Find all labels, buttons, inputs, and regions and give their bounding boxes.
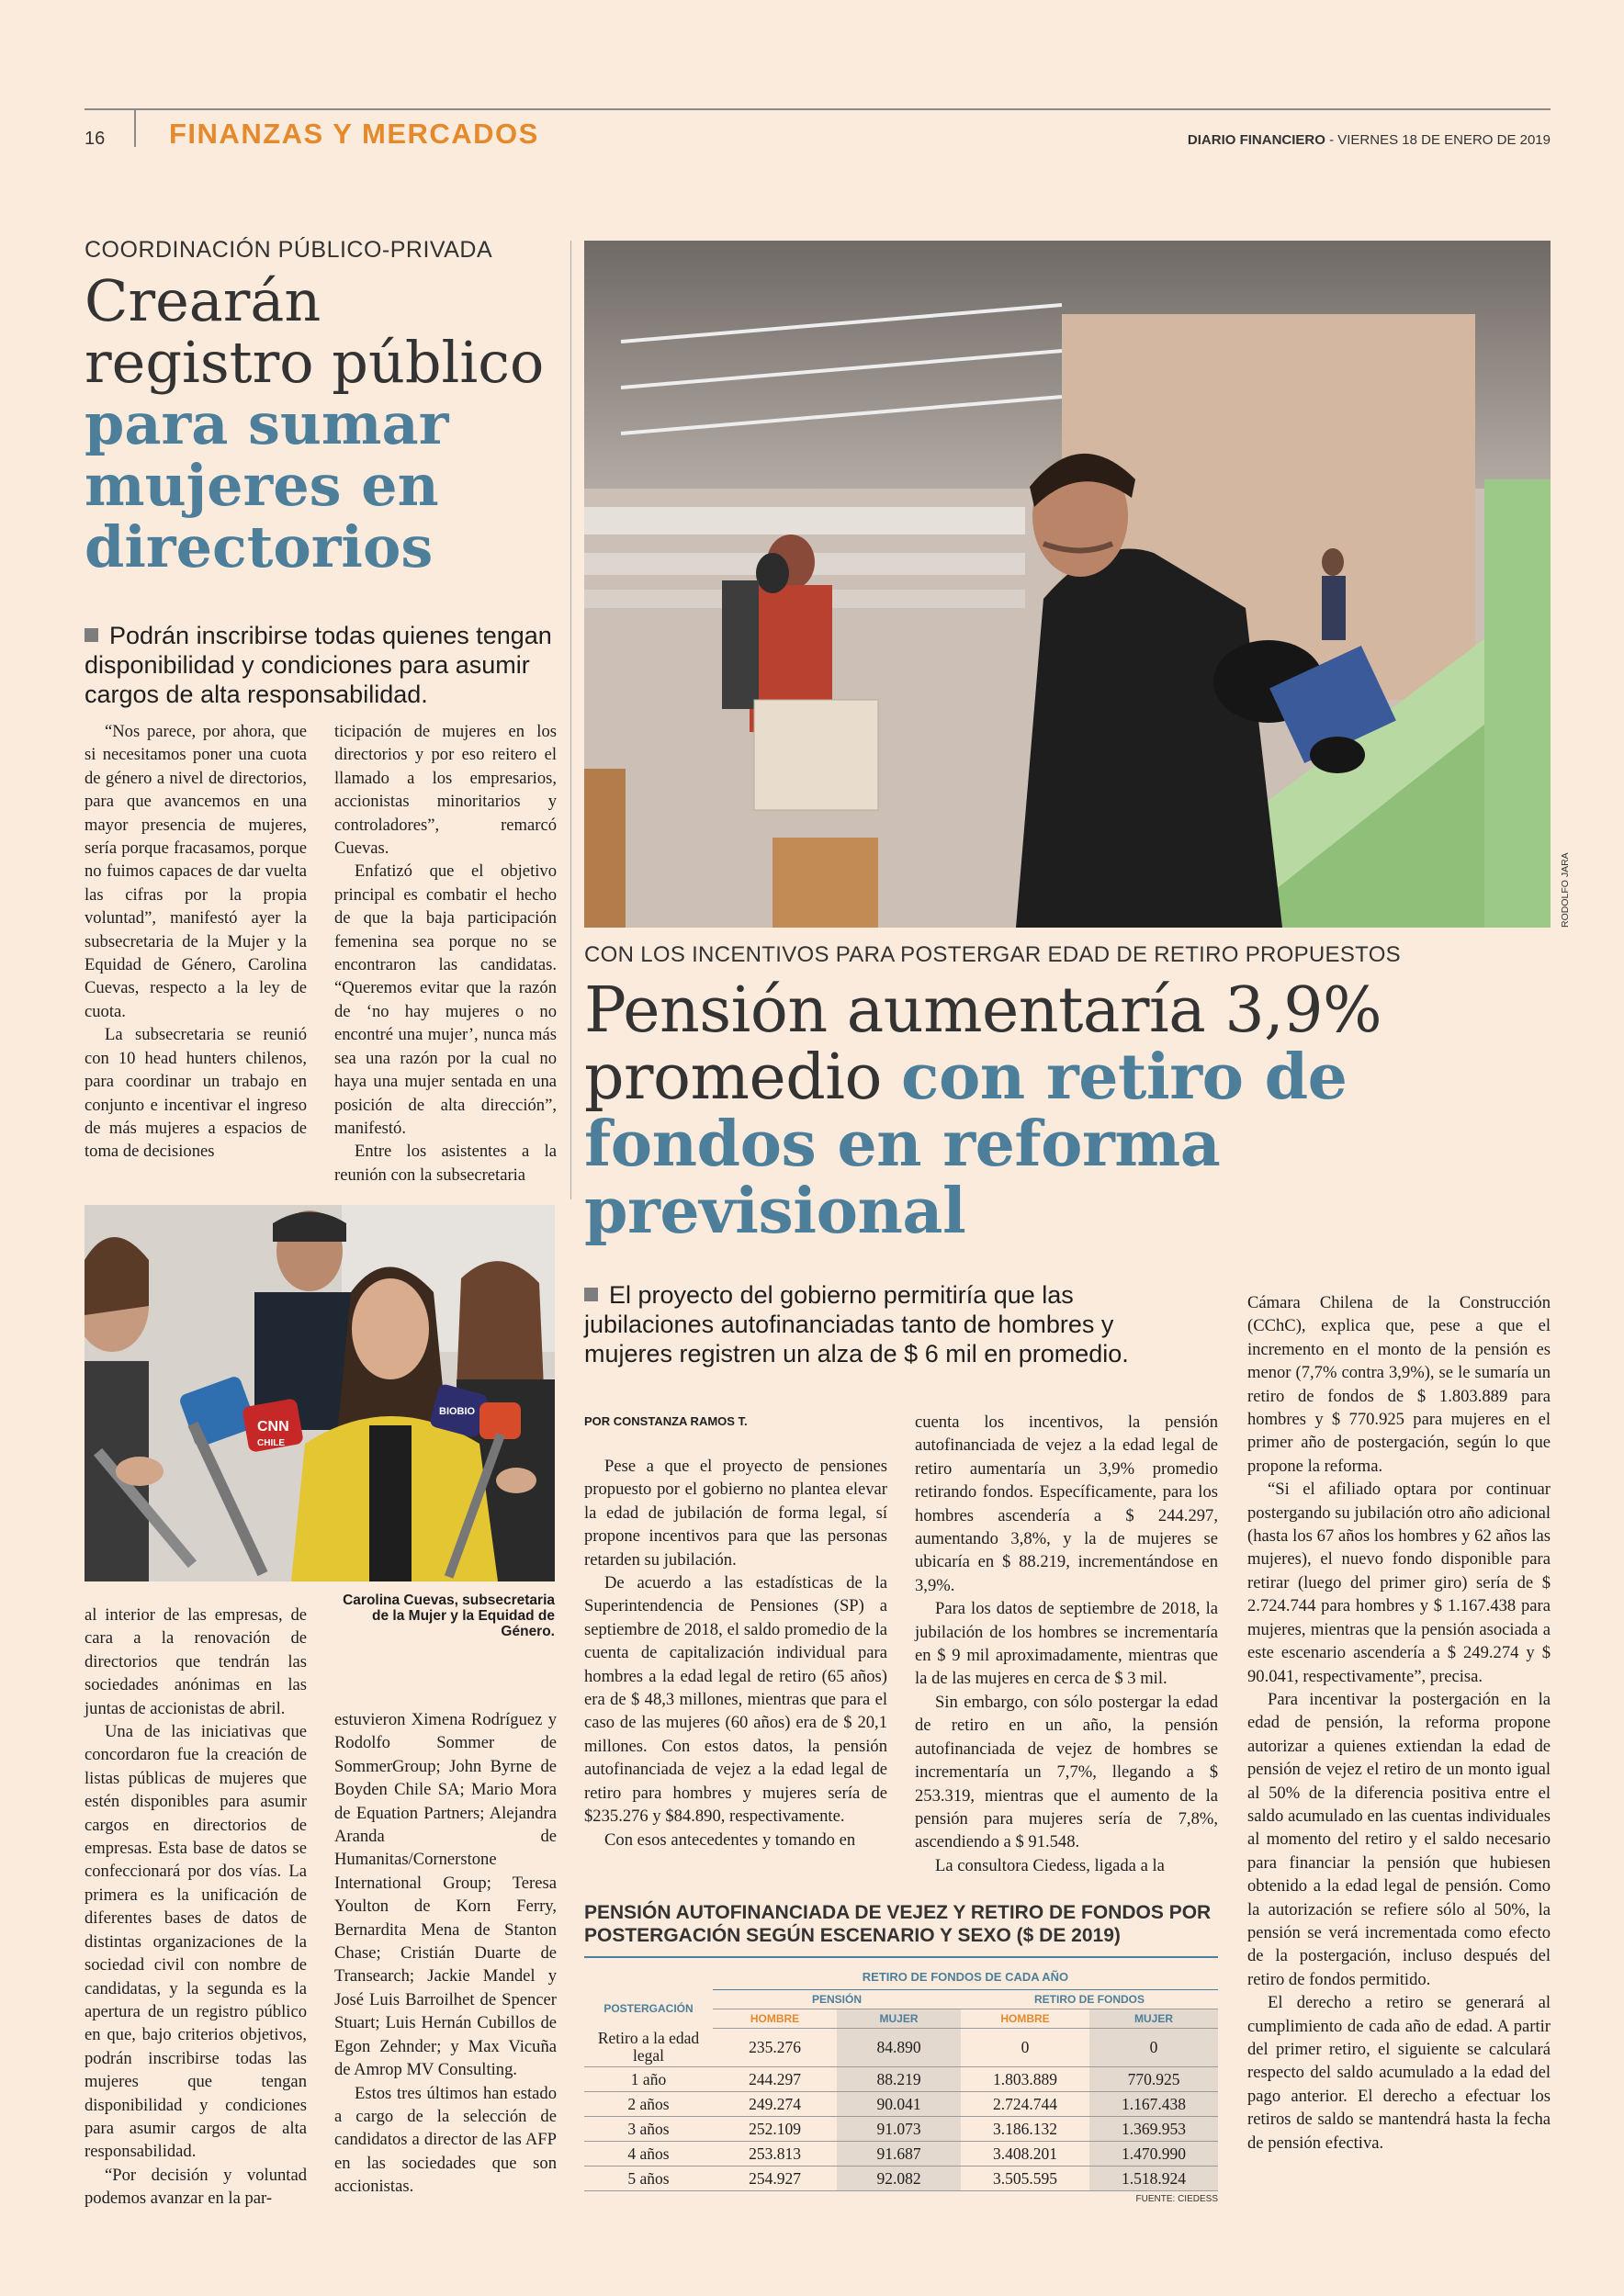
paragraph: Una de las iniciativas que concordaron fue la creación de listas públicas de mujeres que estén disponibles para asumir cargos en directorios de empresas. Esta base de datos se confeccionará por dos vías. La primera es la unificación de diferentes bases de datos de distintas organizaciones de la sociedad civil con nombre de candidatas, y la segunda es la apertura de un registro público en que, bajo criterios objetivos, podrán inscribirse todas las mujeres que tengan disponibilidad y condiciones para asumir cargos de alta responsabilidad. bbox=[85, 1722, 307, 2162]
table-cell: 249.274 bbox=[713, 2092, 837, 2117]
paragraph: Sin embargo, con sólo postergar la edad de retiro en un año, la pensión autofinanciada de vejez de hombres se incrementaría un 7,7%, llegando a $ 253.319, mientras que el aumento de la pensión para mujeres sería de 7,8%, ascendiendo a $ 91.548. bbox=[915, 1692, 1218, 1852]
header-rule bbox=[85, 108, 1551, 110]
bullet-square bbox=[85, 628, 98, 642]
article2-col3 bbox=[1247, 1291, 1551, 2155]
table-row-label: Retiro a la edad legal bbox=[584, 2028, 713, 2067]
table-cell: 92.082 bbox=[837, 2167, 961, 2191]
table-title-rule bbox=[584, 1956, 1218, 1958]
table-cell: 3.505.595 bbox=[961, 2167, 1089, 2191]
article1-lead-text: Podrán inscribirse todas quienes tengan disponibilidad y condiciones para asumir cargos de alta responsabilidad. bbox=[85, 622, 552, 708]
article1-col4 bbox=[334, 1708, 557, 2199]
article1-kicker: COORDINACIÓN PÚBLICO-PRIVADA bbox=[85, 237, 493, 263]
table-col-header: HOMBRE bbox=[713, 2009, 837, 2028]
paragraph: al interior de las empresas, de cara a la renovación de directorios que tendrán las sociedades anónimas en las juntas de accionistas de abril. bbox=[85, 1605, 307, 1718]
table-cell: 2.724.744 bbox=[961, 2092, 1089, 2117]
table-cell: 84.890 bbox=[837, 2028, 961, 2067]
table-group-header-pension: PENSIÓN bbox=[811, 1992, 862, 2006]
article2-col1 bbox=[584, 1455, 887, 1851]
paragraph: Pese a que el proyecto de pensiones propuesto por el gobierno no plantea elevar la edad de jubilación de forma legal, sí propone incentivos para que las personas retarden su jubilación. bbox=[584, 1457, 887, 1570]
table-row bbox=[584, 2167, 1218, 2191]
table-row-label: 5 años bbox=[584, 2167, 713, 2191]
table-row bbox=[584, 2117, 1218, 2142]
table-cell: 91.073 bbox=[837, 2117, 961, 2142]
table-cell: 0 bbox=[1089, 2028, 1218, 2067]
table-title: PENSIÓN AUTOFINANCIADA DE VEJEZ Y RETIRO DE FONDOS POR POSTERGACIÓN SEGÚN ESCENARIO Y SEXO ($ DE 2019) bbox=[584, 1902, 1212, 1946]
paragraph: La consultora Ciedess, ligada a la bbox=[935, 1855, 1165, 1875]
paragraph: Enfatizó que el objetivo principal es combatir el hecho de que la baja participación femenina sea porque no se encontraron las candidatas. “Queremos evitar que la razón de ‘no hay mujeres o no encontré una mujer’, nunca más sea una razón por la cual no haya una mujer sentada en una posición de alta dirección”, manifestó. bbox=[334, 861, 557, 1138]
paragraph: “Nos parece, por ahora, que si necesitamos poner una cuota de género a nivel de directorios, para que avancemos en una mayor presencia de mujeres, sería porque fracasamos, porque no fuimos capaces de dar vuelta las cifras por la propia voluntad”, manifestó ayer la subsecretaria de la Mujer y la Equidad de Género, Carolina Cuevas, respecto a la ley de cuota. bbox=[85, 722, 307, 1021]
table-cell: 1.369.953 bbox=[1089, 2117, 1218, 2142]
paragraph: Con esos antecedentes y tomando en bbox=[604, 1829, 856, 1850]
table-row bbox=[584, 2142, 1218, 2167]
bullet-square bbox=[584, 1288, 598, 1301]
article1-col3 bbox=[85, 1604, 307, 2211]
publication-dateline bbox=[1188, 132, 1551, 148]
table-row bbox=[584, 2092, 1218, 2117]
article2-lead bbox=[584, 1280, 1190, 1368]
table-cell: 254.927 bbox=[713, 2167, 837, 2191]
table-cell: 235.276 bbox=[713, 2028, 837, 2067]
paragraph: estuvieron Ximena Rodríguez y Rodolfo Sommer de SommerGroup; John Byrne de Boyden Chile SA; Mario Mora de Equation Partners; Alejandra Aranda de Humanitas/Cornerstone International Group; Teresa Youlton de Korn Ferry, Bernardita Mena de Stanton Chase; Cristián Duarte de Transearch; Jackie Mandel y José Luis Barroilhet de Spencer Stuart; Luis Hernán Cubillos de Egon Zehnder; y Max Vicuña de Amrop MV Consulting. bbox=[334, 1710, 557, 2080]
table-row bbox=[584, 2028, 1218, 2067]
factory-illustration bbox=[584, 241, 1551, 928]
article1-col2 bbox=[334, 720, 557, 1187]
table-cell: 3.408.201 bbox=[961, 2142, 1089, 2167]
table-body bbox=[584, 2028, 1218, 2191]
mic-label: BIOBIO bbox=[439, 1406, 476, 1417]
table-col-header: HOMBRE bbox=[961, 2009, 1089, 2028]
table-row-label: 4 años bbox=[584, 2142, 713, 2167]
table-cell: 88.219 bbox=[837, 2067, 961, 2092]
table-cell: 0 bbox=[961, 2028, 1089, 2067]
table-cell: 1.803.889 bbox=[961, 2067, 1089, 2092]
paragraph: La subsecretaria se reunió con 10 head hunters chilenos, para coordinar un trabajo en conjunto e incentivar el ingreso de más mujeres a espacios de toma de decisiones bbox=[85, 1025, 307, 1162]
byline: POR CONSTANZA RAMOS T. bbox=[584, 1414, 748, 1428]
table-row-label: 1 año bbox=[584, 2067, 713, 2092]
mic-label: CNN bbox=[257, 1419, 289, 1435]
article1-headline-blue: para sumar mujeres en directorios bbox=[85, 390, 449, 580]
table-col-header: MUJER bbox=[1089, 2009, 1218, 2028]
table-cell: 91.687 bbox=[837, 2142, 961, 2167]
section-title: FINANZAS Y MERCADOS bbox=[169, 118, 539, 150]
table-header-postergacion: POSTERGACIÓN bbox=[603, 2002, 694, 2015]
column-rule bbox=[570, 241, 571, 1199]
table-row-label: 3 años bbox=[584, 2117, 713, 2142]
paragraph: “Si el afiliado optara por continuar postergando su jubilación otro año adicional (hasta los 67 años los hombres y 62 años las mujeres), el nuevo fondo disponible para retirar (luego del primer giro) sería de $ 2.724.744 para hombres y $ 1.167.438 para mujeres, mientras que la pensión asociada a este escenario ascendería a $ 249.274 y $ 90.041, respectivamente”, precisa. bbox=[1247, 1480, 1551, 1686]
photo-credit: RODOLFO JARA bbox=[1560, 852, 1571, 928]
table-cell: 1.470.990 bbox=[1089, 2142, 1218, 2167]
paragraph: Para incentivar la postergación en la edad de pensión, la reforma propone autorizar a quienes extiendan la edad de pensión de vejez el retiro de un monto igual al 50% de la diferencia positiva entre el saldo acumulado en las cuentas individuales al momento del retiro y el saldo necesario para financiar la pensión que hubiesen obtenido a la edad legal de pensión. Como la autorización se refiere sólo al 50%, la pensión se verá incrementada como efecto de la postergación, incluso después del retiro de fondos permitido. bbox=[1247, 1689, 1551, 1989]
table-source: FUENTE: CIEDESS bbox=[1135, 2194, 1218, 2204]
table-cell: 252.109 bbox=[713, 2117, 837, 2142]
paragraph: Cámara Chilena de la Construcción (CChC), explica que, pese a que el incremento en el monto de la pensión es menor (7,7% contra 3,9%), se le sumaría un retiro de fondos de $ 1.803.889 para hombres y $ 770.925 para mujeres en el primer año de postergación, según lo que propone la reforma. bbox=[1247, 1293, 1551, 1476]
press-conference-illustration bbox=[85, 1205, 555, 1581]
issue-date: - VIERNES 18 DE ENERO DE 2019 bbox=[1325, 132, 1551, 148]
paragraph: “Por decisión y voluntad podemos avanzar en la par- bbox=[85, 2165, 307, 2209]
paragraph: Entre los asistentes a la reunión con la subsecretaria bbox=[334, 1142, 557, 1185]
paragraph: ticipación de mujeres en los directorios y por eso reitero el llamado a los empresarios, accionistas minoritarios y controladores”, remarcó Cuevas. bbox=[334, 722, 557, 859]
table-cell: 253.813 bbox=[713, 2142, 837, 2167]
factory-worker-photo bbox=[584, 241, 1551, 928]
article2-col2 bbox=[915, 1411, 1218, 1877]
paragraph: El derecho a retiro se generará al cumplimiento de cada año de edad. A partir del primer retiro, el siguiente se calculará respecto del saldo acumulado a la edad del pago anterior. El derecho a efectuar los retiros de saldo se mantendrá hasta la fecha de pensión efectiva. bbox=[1247, 1993, 1551, 2153]
article2-kicker: CON LOS INCENTIVOS PARA POSTERGAR EDAD DE RETIRO PROPUESTOS bbox=[584, 942, 1401, 967]
article2-headline-blue: con retiro de fondos en reforma previsional bbox=[584, 1041, 1348, 1248]
table-cell: 770.925 bbox=[1089, 2067, 1218, 2092]
paragraph: Estos tres últimos han estado a cargo de la selección de candidatos a director de las AFP en las sociedades que son accionistas. bbox=[334, 2083, 557, 2197]
table-col-header: MUJER bbox=[837, 2009, 961, 2028]
press-conference-photo bbox=[85, 1205, 555, 1581]
article1-lead bbox=[85, 621, 562, 709]
article2-lead-text: El proyecto del gobierno permitiría que las jubilaciones autofinanciadas tanto de hombres y mujeres registren un alza de $ 6 mil en promedio. bbox=[584, 1281, 1129, 1367]
table-row-label: 2 años bbox=[584, 2092, 713, 2117]
article2-headline-dark: Pensión aumentaría 3,9% promedio bbox=[584, 974, 1382, 1114]
table-group-header-retiro: RETIRO DE FONDOS bbox=[1033, 1992, 1145, 2006]
paragraph: De acuerdo a las estadísticas de la Superintendencia de Pensiones (SP) a septiembre de 2018, el saldo promedio de la cuenta de capitalización individual para hombres a la edad legal de retiro (65 años) era de $ 48,3 millones, mientras que para el caso de las mujeres (60 años) era de $ 20,1 millones. Con estos datos, la pensión autofinanciada de vejez a la edad legal de retiro para hombres y mujeres sería de $235.276 y $84.890, respectivamente. bbox=[584, 1573, 887, 1827]
paragraph: cuenta los incentivos, la pensión autofinanciada de vejez a la edad legal de retiro aumentaría un 3,9% promedio retirando fondos. Específicamente, para los hombres ascendería a $ 244.297, aumentando 3,8%, y la de mujeres se ubicaría en $ 88.219, incrementándose en 3,9%. bbox=[915, 1412, 1218, 1595]
page-number: 16 bbox=[85, 129, 106, 149]
table-cell: 1.518.924 bbox=[1089, 2167, 1218, 2191]
mic-label: CHILE bbox=[257, 1438, 285, 1448]
table-cell: 90.041 bbox=[837, 2092, 961, 2117]
article1-headline-dark: Crearán registro público bbox=[85, 267, 545, 396]
paragraph: Para los datos de septiembre de 2018, la jubilación de los hombres se incrementaría en $ 9 mil aproximadamente, mientras que la de las mujeres en cerca de $ 3 mil. bbox=[915, 1599, 1218, 1689]
article1-headline bbox=[85, 267, 562, 580]
table-cell: 3.186.132 bbox=[961, 2117, 1089, 2142]
table-cell: 244.297 bbox=[713, 2067, 837, 2092]
article1-col1 bbox=[85, 720, 307, 1164]
table-row bbox=[584, 2067, 1218, 2092]
publication-name: DIARIO FINANCIERO bbox=[1187, 132, 1325, 148]
photo-caption: Carolina Cuevas, subsecretaria de la Mujer y la Equidad de Género. bbox=[343, 1593, 555, 1639]
pension-table bbox=[584, 1965, 1218, 2204]
article2-headline bbox=[584, 974, 1558, 1248]
header-divider bbox=[134, 108, 136, 147]
table-cell: 1.167.438 bbox=[1089, 2092, 1218, 2117]
table-super-header: RETIRO DE FONDOS DE CADA AÑO bbox=[713, 1965, 1218, 1989]
